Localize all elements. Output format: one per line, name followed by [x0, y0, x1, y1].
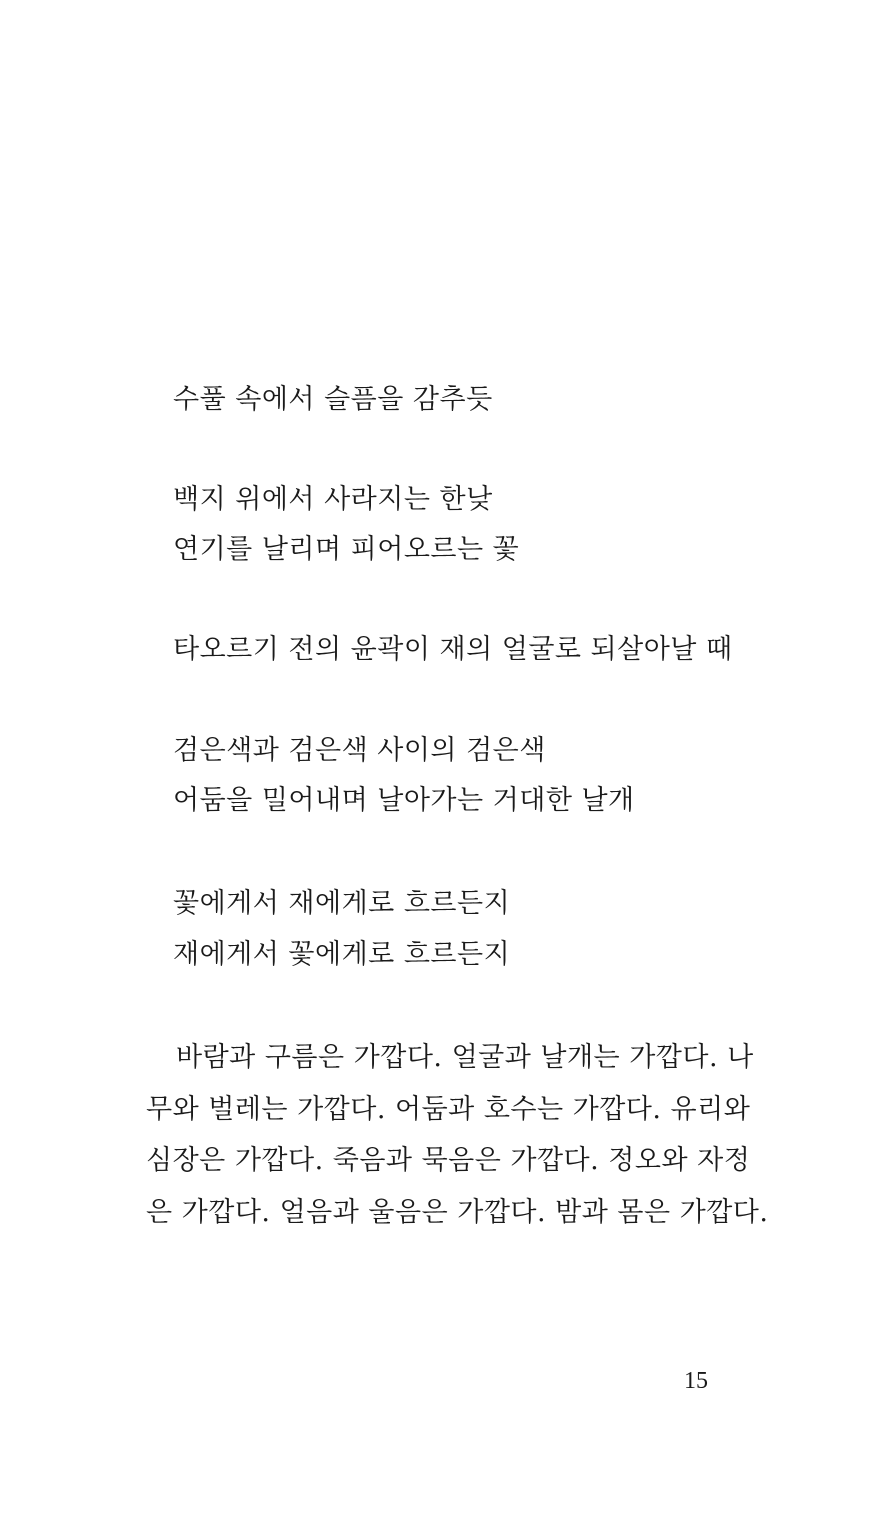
poem-line: 꽃에게서 재에게로 흐르든지 [173, 888, 511, 919]
poem-line: 검은색과 검은색 사이의 검은색 [173, 735, 546, 766]
poem-line: 어둠을 밀어내며 날아가는 거대한 날개 [173, 785, 635, 816]
poem-line: 백지 위에서 사라지는 한낮 [173, 484, 493, 515]
poem-line: 수풀 속에서 슬픔을 감추듯 [173, 384, 493, 415]
poem-line: 재에게서 꽃에게로 흐르든지 [173, 939, 511, 970]
prose-line: 은 가깝다. 얼음과 울음은 가깝다. 밤과 몸은 가깝다. [146, 1197, 769, 1228]
prose-line: 무와 벌레는 가깝다. 어둠과 호수는 가깝다. 유리와 [146, 1094, 751, 1125]
poem-line: 타오르기 전의 윤곽이 재의 얼굴로 되살아날 때 [173, 634, 733, 665]
prose-line: 심장은 가깝다. 죽음과 묵음은 가깝다. 정오와 자정 [146, 1145, 751, 1176]
poem-line: 연기를 날리며 피어오르는 꽃 [173, 534, 520, 565]
page-number: 15 [684, 1368, 708, 1394]
prose-line: 바람과 구름은 가깝다. 얼굴과 날개는 가깝다. 나 [176, 1042, 754, 1073]
